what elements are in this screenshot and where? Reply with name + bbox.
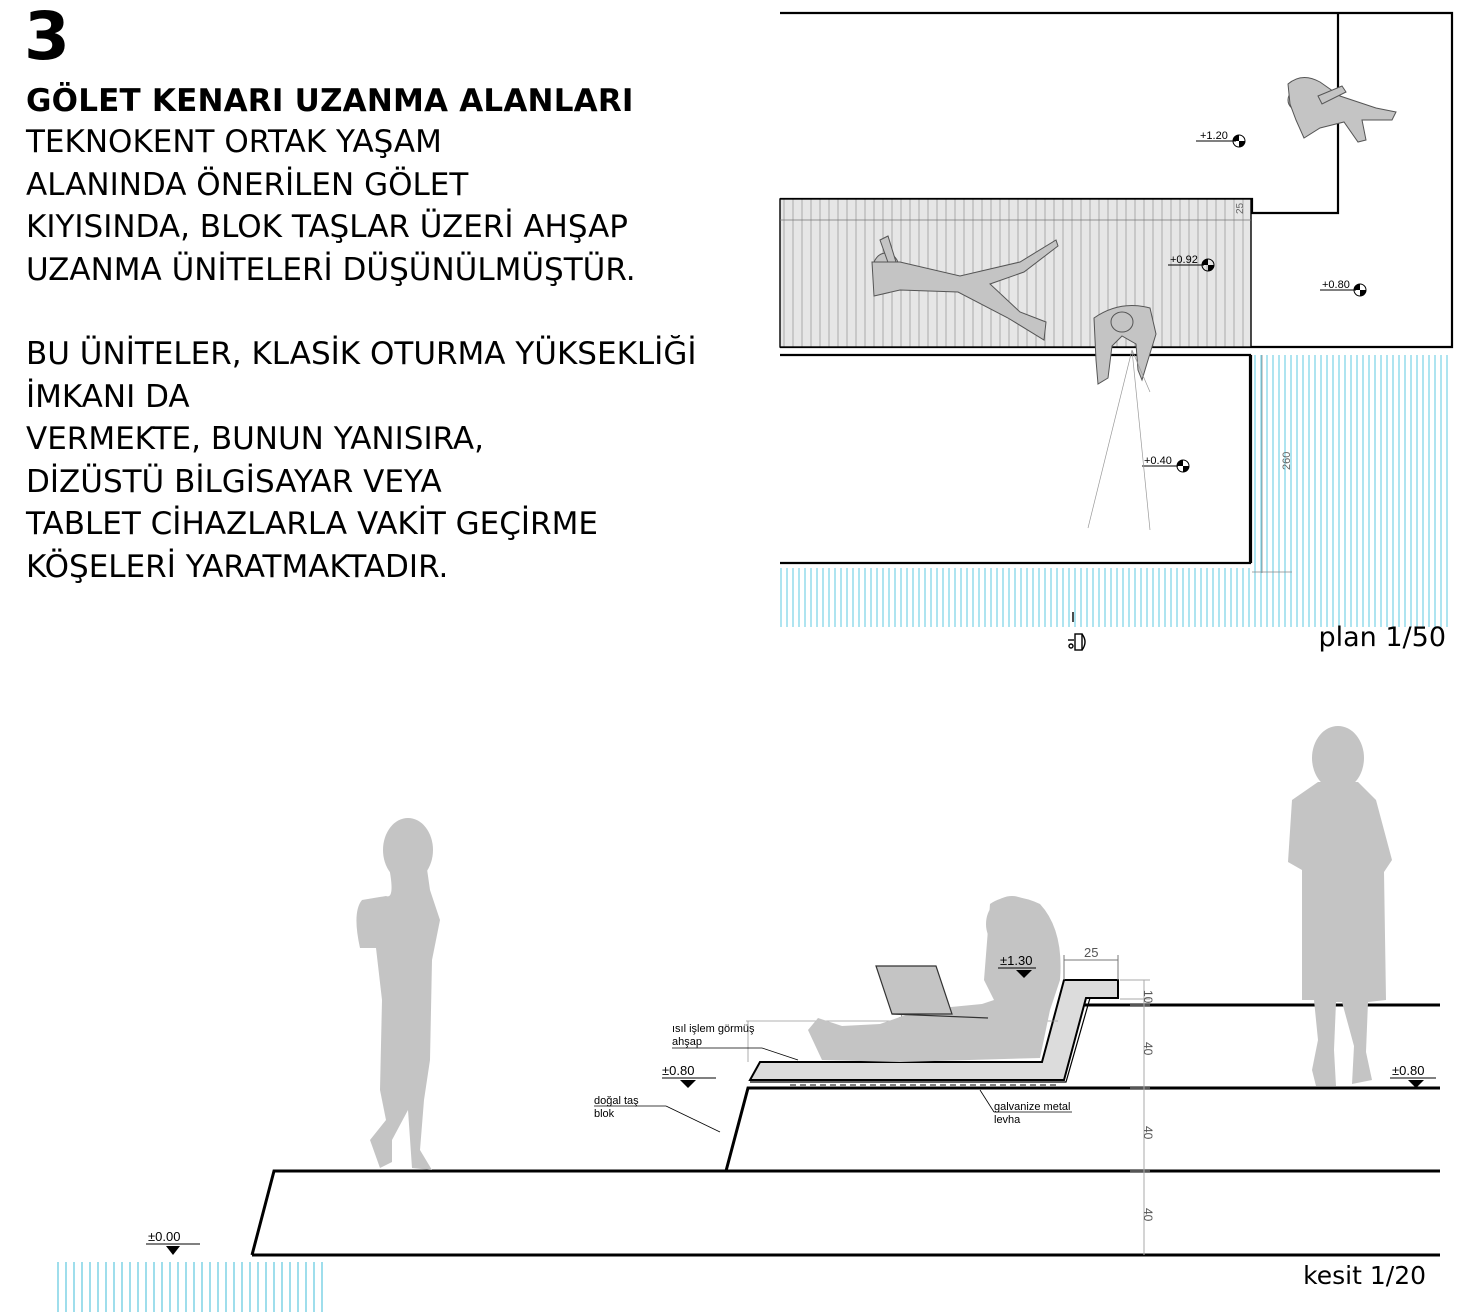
plan-scale-label: plan 1/50 xyxy=(1318,622,1446,653)
level-label: ±0.80 xyxy=(662,1063,695,1078)
dim-40-lower: 40 xyxy=(1141,1208,1155,1222)
svg-text:ahşap: ahşap xyxy=(672,1036,702,1048)
person-reclining-with-laptop xyxy=(808,896,1061,1062)
annotation-stone xyxy=(594,1095,720,1132)
plan-dim-260: 260 xyxy=(1281,451,1293,470)
person-standing-left xyxy=(356,818,440,1170)
plan-level-label: +0.92 xyxy=(1170,254,1198,266)
text-line: TABLET CİHAZLARLA VAKİT GEÇİRME xyxy=(26,506,598,542)
stone-block-middle xyxy=(726,1088,1440,1171)
section-water xyxy=(52,1262,326,1312)
text-line: ALANINDA ÖNERİLEN GÖLET xyxy=(26,166,469,203)
annotation-wood xyxy=(672,1023,798,1060)
plan-level-label: +1.20 xyxy=(1200,130,1228,142)
text-line: VERMEKTE, BUNUN YANISIRA, xyxy=(26,421,484,457)
level-marker-0.80-left xyxy=(662,1063,716,1088)
laptop-icon xyxy=(876,966,952,1014)
level-marker-0.80-right xyxy=(1390,1063,1436,1088)
text-line: KIYISINDA, BLOK TAŞLAR ÜZERİ AHŞAP xyxy=(26,209,628,245)
level-label: ±0.80 xyxy=(1392,1063,1425,1078)
person-standing-right xyxy=(1288,726,1392,1086)
level-label: ±1.30 xyxy=(1000,953,1033,968)
dim-40-middle: 40 xyxy=(1141,1126,1155,1140)
plan-person-walking xyxy=(1288,77,1396,142)
plan-level-label: +0.40 xyxy=(1144,455,1172,467)
level-label: ±0.00 xyxy=(148,1229,181,1244)
text-line: KÖŞELERİ YARATMAKTADIR. xyxy=(26,548,449,585)
text-line: DİZÜSTÜ BİLGİSAYAR VEYA xyxy=(26,463,442,500)
dim-25: 25 xyxy=(1084,945,1099,960)
dim-10: 10 xyxy=(1141,990,1155,1004)
plan-dim-25: 25 xyxy=(1235,202,1246,214)
text-line: İMKANI DA xyxy=(26,378,190,415)
section-drawing xyxy=(52,726,1440,1312)
svg-text:doğal taş: doğal taş xyxy=(594,1095,639,1107)
plan-level-marker xyxy=(1320,279,1366,296)
plan-water-bottom xyxy=(780,568,1452,627)
plan-level-marker xyxy=(1196,130,1245,147)
annotation-metal xyxy=(980,1090,1072,1126)
text-line: TEKNOKENT ORTAK YAŞAM xyxy=(26,124,442,160)
section-number: 3 xyxy=(24,0,70,75)
svg-text:galvanize metal: galvanize metal xyxy=(994,1101,1071,1113)
svg-text:levha: levha xyxy=(994,1114,1021,1126)
svg-text:ısıl işlem görmüş: ısıl işlem görmüş xyxy=(672,1023,755,1035)
page-title: GÖLET KENARI UZANMA ALANLARI xyxy=(26,83,634,119)
section-scale-label: kesit 1/20 xyxy=(1303,1261,1426,1290)
plan-drawing xyxy=(780,13,1452,653)
text-line: UZANMA ÜNİTELERİ DÜŞÜNÜLMÜŞTÜR. xyxy=(26,251,636,288)
plan-level-marker xyxy=(1142,455,1189,472)
plan-lower-platform xyxy=(780,355,1250,563)
level-marker-0.00 xyxy=(146,1229,200,1255)
svg-text:blok: blok xyxy=(594,1108,615,1120)
dim-40-upper: 40 xyxy=(1141,1042,1155,1056)
stone-block-lower xyxy=(252,1171,1440,1255)
plan-level-label: +0.80 xyxy=(1322,279,1350,291)
text-line: BU ÜNİTELER, KLASİK OTURMA YÜKSEKLİĞİ xyxy=(26,336,697,372)
